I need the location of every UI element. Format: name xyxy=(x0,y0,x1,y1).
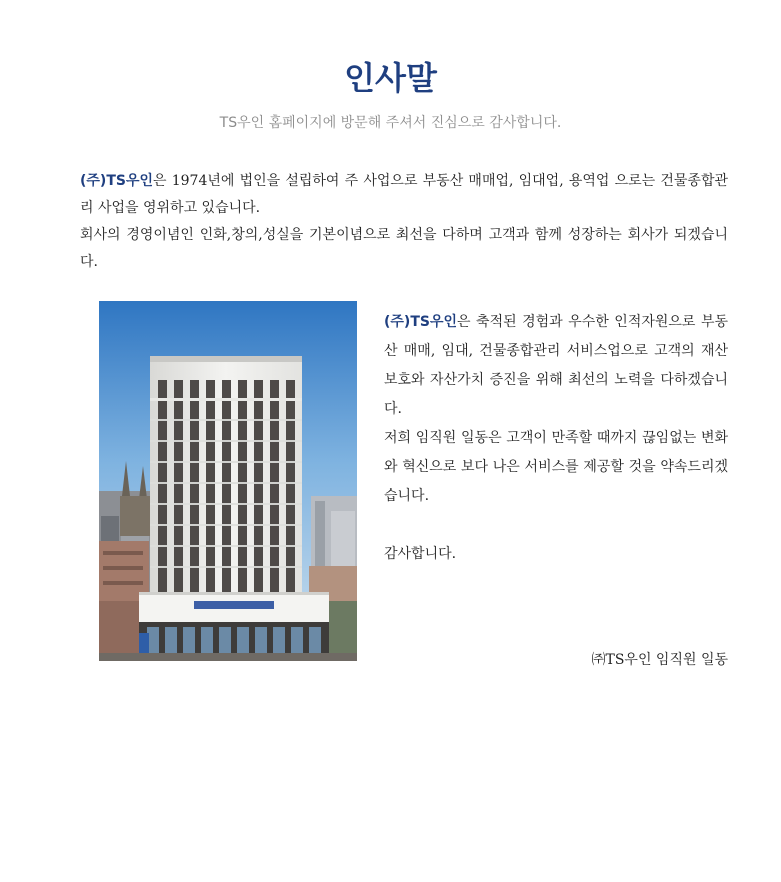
building-photo xyxy=(99,301,357,661)
intro-section xyxy=(80,168,728,276)
intro-paragraph-1 xyxy=(80,168,728,222)
page-subtitle: TS우인 홈페이지에 방문해 주셔서 진심으로 감사합니다. xyxy=(219,115,562,131)
thanks-text: 감사합니다. xyxy=(384,546,457,562)
detail-paragraph-1-text: 은 축적된 경험과 우수한 인적자원으로 부동산 매매, 임대, 건물종합관리 서비스업으로 고객의 재산보호와 자산가치 증진을 위해 최선의 노력을 다하겠습니다. xyxy=(384,314,728,417)
company-name: (주)TS우인 xyxy=(80,173,154,189)
detail-paragraph-2: 저희 임직원 일동은 고객이 만족할 때까지 끊임없는 변화와 혁신으로 보다 나은 서비스를 제공할 것을 약속드리겠습니다. xyxy=(384,430,728,504)
page-title: 인사말 xyxy=(344,59,437,97)
company-name: (주)TS우인 xyxy=(384,314,458,330)
intro-paragraph-2: 회사의 경영이념인 인화,창의,성실을 기본이념으로 최선을 다하며 고객과 함께 성장하는 회사가 되겠습니다. xyxy=(80,227,728,270)
detail-section xyxy=(384,308,728,569)
signature: ㈜TS우인 임직원 일동 xyxy=(591,652,728,668)
detail-paragraph-1 xyxy=(384,308,728,424)
intro-paragraph-1-text: 은 1974년에 법인을 설립하여 주 사업으로 부동산 매매업, 임대업, 용역업 으로는 건물종합관리 사업을 영위하고 있습니다. xyxy=(80,173,728,216)
